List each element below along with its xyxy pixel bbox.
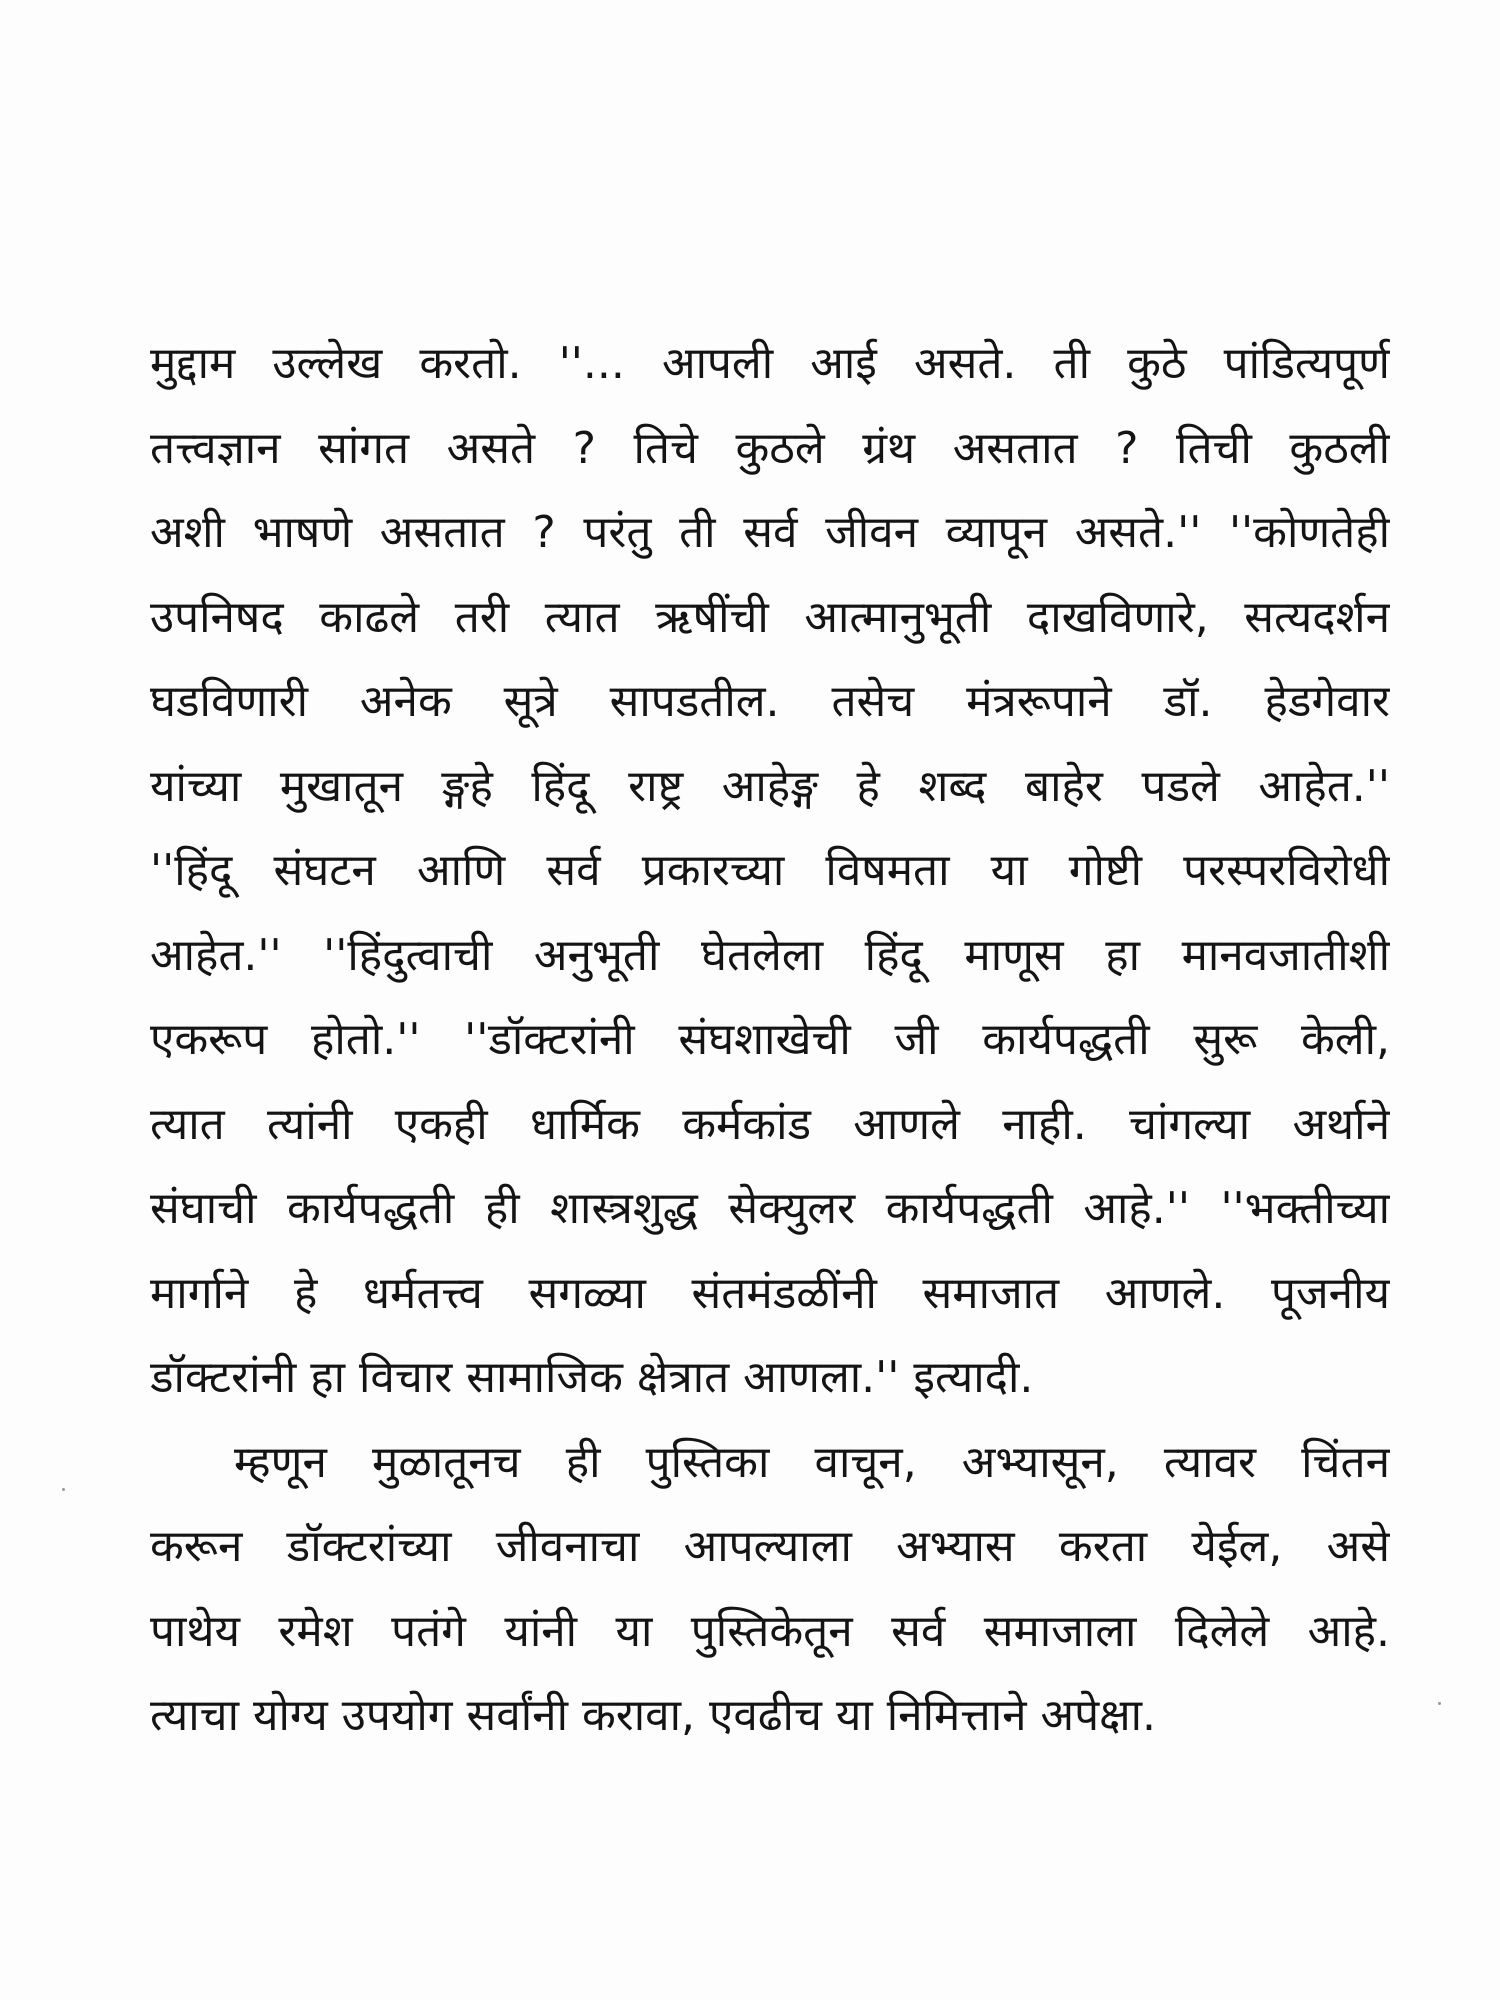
text-line: म्हणून मुळातूनच ही पुस्तिका वाचून, अभ्यासून, त्यावर चिंतन	[234, 1436, 1390, 1488]
text-line: त्याचा योग्य उपयोग सर्वांनी करावा, एवढीच या निमित्ताने अपेक्षा.	[150, 1690, 1157, 1741]
body-text	[150, 322, 1390, 1759]
paragraph-2	[150, 1421, 1390, 1759]
text-line: आहेत.'' ''हिंदुत्वाची अनुभूती घेतलेला हिंदू माणूस हा मानवजातीशी	[150, 929, 1390, 981]
text-line: घडविणारी अनेक सूत्रे सापडतील. तसेच मंत्ररूपाने डॉ. हेडगेवार	[150, 676, 1390, 727]
text-line: संघाची कार्यपद्धती ही शास्त्रशुद्ध सेक्युलर कार्यपद्धती आहे.'' ''भक्तीच्या	[150, 1183, 1390, 1234]
text-line: करून डॉक्टरांच्या जीवनाचा आपल्याला अभ्यास करता येईल, असे	[150, 1521, 1390, 1572]
text-line: यांच्या मुखातून ङ्गहे हिंदू राष्ट्र आहेङ्ग हे शब्द बाहेर पडले आहेत.''	[150, 760, 1390, 812]
text-line: मुद्दाम उल्लेख करतो. ''... आपली आई असते. ती कुठे पांडित्यपूर्ण	[150, 338, 1390, 389]
text-line: ''हिंदू संघटन आणि सर्व प्रकारच्या विषमता या गोष्टी परस्परविरोधी	[150, 845, 1390, 896]
text-line: उपनिषद काढले तरी त्यात ऋषींची आत्मानुभूती दाखविणारे, सत्यदर्शन	[150, 591, 1390, 643]
paragraph-1	[150, 322, 1390, 1421]
text-line: एकरूप होतो.'' ''डॉक्टरांनी संघशाखेची जी कार्यपद्धती सुरू केली,	[150, 1014, 1390, 1065]
text-line: अशी भाषणे असतात ? परंतु ती सर्व जीवन व्यापून असते.'' ''कोणतेही	[150, 507, 1390, 558]
text-line: त्यात त्यांनी एकही धार्मिक कर्मकांड आणले नाही. चांगल्या अर्थाने	[150, 1098, 1390, 1150]
text-line: तत्त्वज्ञान सांगत असते ? तिचे कुठले ग्रंथ असतात ? तिची कुठली	[150, 422, 1390, 474]
text-line: पाथेय रमेश पतंगे यांनी या पुस्तिकेतून सर्व समाजाला दिलेले आहे.	[150, 1605, 1390, 1657]
scan-speck	[1438, 1702, 1441, 1705]
text-line: डॉक्टरांनी हा विचार सामाजिक क्षेत्रात आणला.'' इत्यादी.	[150, 1352, 1034, 1403]
text-line: मार्गाने हे धर्मतत्त्व सगळ्या संतमंडळींनी समाजात आणले. पूजनीय	[150, 1267, 1390, 1319]
scan-speck	[62, 1488, 65, 1491]
